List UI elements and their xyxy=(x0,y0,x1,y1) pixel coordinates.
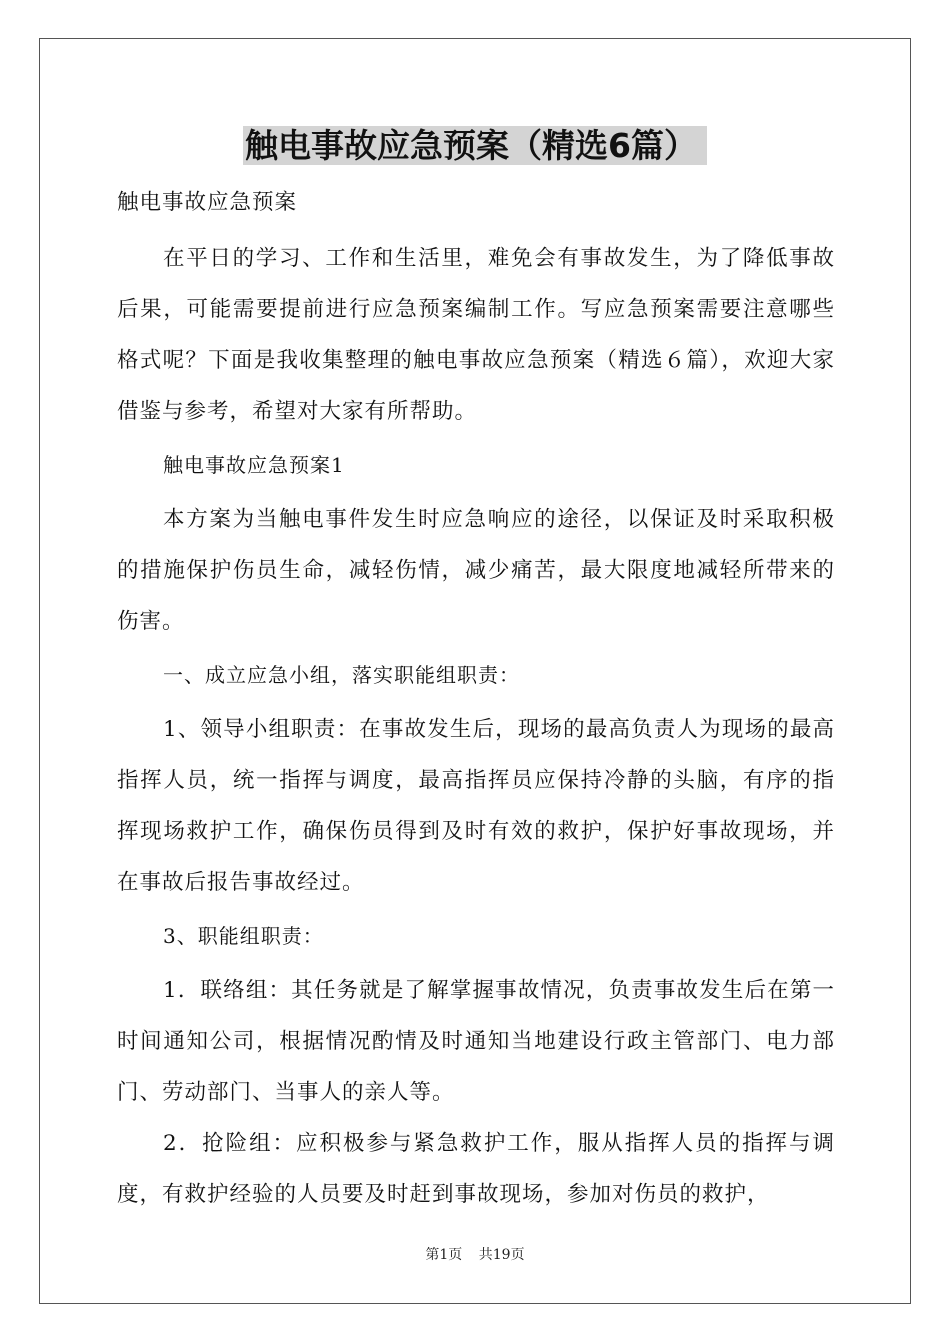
purpose-paragraph: 本方案为当触电事件发生时应急响应的途径，以保证及时采取积极的措施保护伤员生命，减轻伤情，减少痛苦，最大限度地减轻所带来的伤害。 xyxy=(117,507,835,634)
document-body xyxy=(117,177,835,1220)
rescue-paragraph: 2．抢险组：应积极参与紧急救护工作，服从指挥人员的指挥与调度，有救护经验的人员要及时赶到事故现场，参加对伤员的救护， xyxy=(117,1131,835,1207)
function-heading: 3、职能组职责： xyxy=(163,924,324,948)
page-total: 共19页 xyxy=(478,1247,525,1263)
document-subtitle: 触电事故应急预案 xyxy=(117,190,298,215)
group-heading: 一、成立应急小组，落实职能组职责： xyxy=(163,663,520,687)
leader-duty-paragraph: 1、领导小组职责：在事故发生后，现场的最高负责人为现场的最高指挥人员，统一指挥与调度，最高指挥员应保持冷静的头脑，有序的指挥现场救护工作，确保伤员得到及时有效的救护，保护好事故现场，并在事故后报告事故经过。 xyxy=(117,717,835,895)
intro-paragraph: 在平日的学习、工作和生活里，难免会有事故发生，为了降低事故后果，可能需要提前进行应急预案编制工作。写应急预案需要注意哪些格式呢？下面是我收集整理的触电事故应急预案（精选６篇），欢迎大家借鉴与参考，希望对大家有所帮助。 xyxy=(117,246,835,424)
liaison-paragraph: 1．联络组：其任务就是了解掌握事故情况，负责事故发生后在第一时间通知公司，根据情况酌情及时通知当地建设行政主管部门、电力部门、劳动部门、当事人的亲人等。 xyxy=(117,978,835,1105)
page-number: 第1页 xyxy=(425,1247,463,1263)
page-footer xyxy=(0,1244,950,1264)
document-title: 触电事故应急预案（精选6篇） xyxy=(0,122,950,170)
section-heading: 触电事故应急预案1 xyxy=(163,453,345,477)
